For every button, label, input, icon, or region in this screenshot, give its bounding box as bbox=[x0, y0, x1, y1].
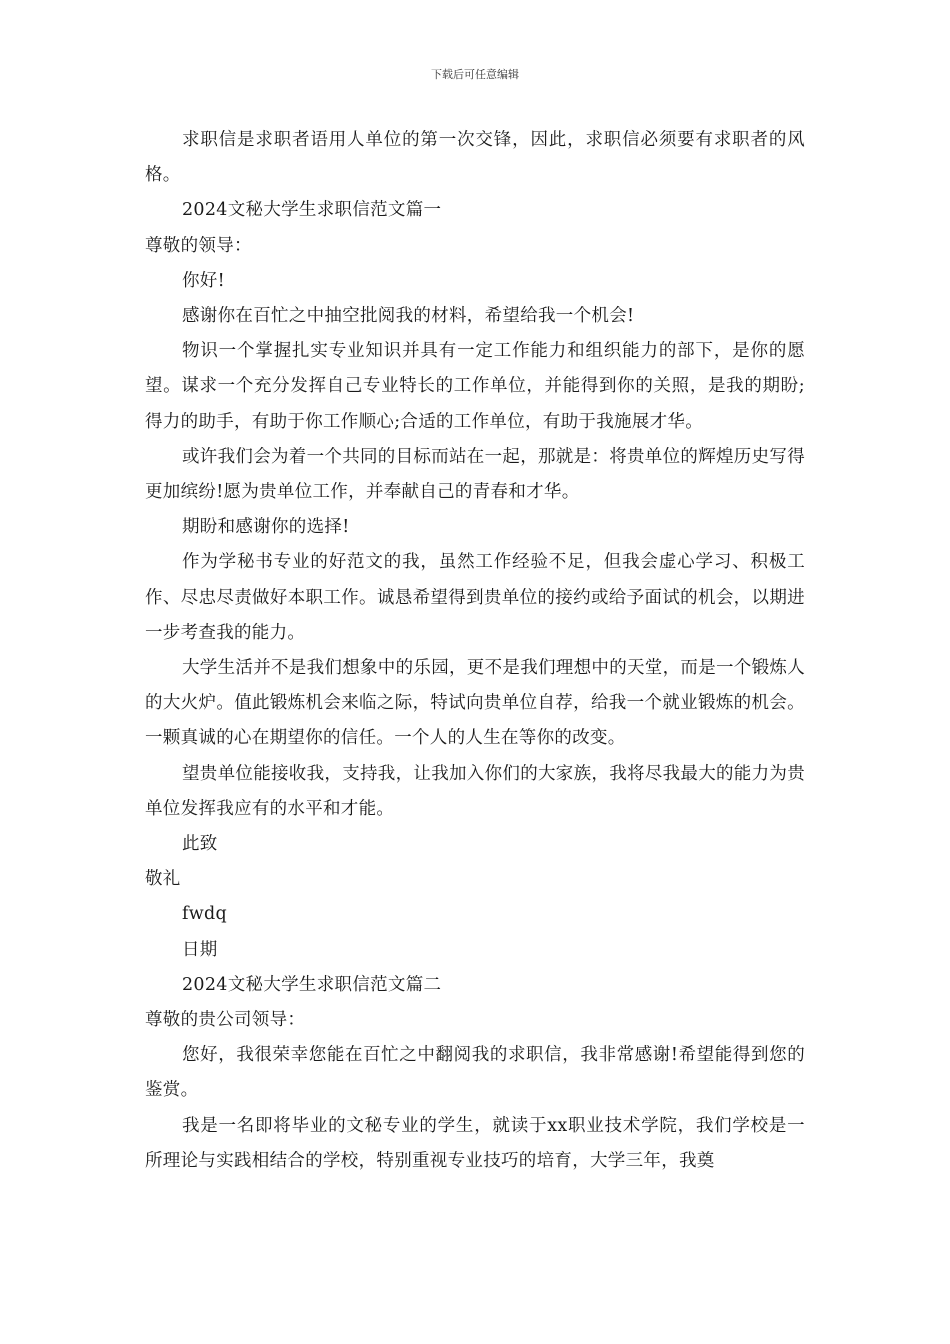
page-header: 下载后可任意编辑 bbox=[431, 68, 519, 81]
paragraph-request: 望贵单位能接收我，支持我，让我加入你们的大家族，我将尽我最大的能力为贵单位发挥我应有的水平和才能。 bbox=[145, 763, 805, 819]
closing-cizhi: 此致 bbox=[182, 834, 218, 855]
salutation-one: 尊敬的领导： bbox=[145, 235, 252, 256]
document-body bbox=[145, 123, 805, 1179]
salutation-two: 尊敬的贵公司领导： bbox=[145, 1010, 306, 1031]
paragraph-experience: 作为学秘书专业的好范文的我，虽然工作经验不足，但我会虚心学习、积极工作、尽忠尽责做好本职工作。诚恳希望得到贵单位的接约或给予面试的机会，以期进一步考查我的能力。 bbox=[145, 552, 805, 643]
paragraph-intro: 求职信是求职者语用人单位的第一次交锋，因此，求职信必须要有求职者的风格。 bbox=[145, 130, 805, 186]
section-title-one: 2024文秘大学生求职信范文篇一 bbox=[182, 200, 442, 221]
paragraph-college-life: 大学生活并不是我们想象中的乐园，更不是我们理想中的天堂，而是一个锻炼人的大火炉。值此锻炼机会来临之际，特试向贵单位自荐，给我一个就业锻炼的机会。一颗真诚的心在期望你的信任。一个人的人生在等你的改变。 bbox=[145, 658, 805, 749]
paragraph-thanks: 感谢你在百忙之中抽空批阅我的材料，希望给我一个机会! bbox=[182, 306, 635, 327]
paragraph-wish: 物识一个掌握扎实专业知识并具有一定工作能力和组织能力的部下，是你的愿望。谋求一个充分发挥自己专业特长的工作单位，并能得到你的关照，是我的期盼;得力的助手，有助于你工作顺心;合适的工作单位，有助于我施展才华。 bbox=[145, 341, 805, 432]
greeting-two: 您好，我很荣幸您能在百忙之中翻阅我的求职信，我非常感谢!希望能得到您的鉴赏。 bbox=[145, 1045, 805, 1101]
signature: fwdq bbox=[182, 904, 228, 925]
paragraph-intro-two: 我是一名即将毕业的文秘专业的学生，就读于xx职业技术学院，我们学校是一所理论与实践相结合的学校，特别重视专业技巧的培育，大学三年，我奠 bbox=[145, 1115, 805, 1171]
date-line: 日期 bbox=[182, 939, 218, 960]
paragraph-hope: 期盼和感谢你的选择! bbox=[182, 517, 350, 538]
closing-jingli: 敬礼 bbox=[145, 869, 181, 890]
paragraph-goal: 或许我们会为着一个共同的目标而站在一起，那就是：将贵单位的辉煌历史写得更加缤纷!愿为贵单位工作，并奉献自己的青春和才华。 bbox=[145, 446, 805, 503]
section-title-two: 2024文秘大学生求职信范文篇二 bbox=[182, 974, 442, 995]
greeting-one: 你好! bbox=[182, 270, 225, 291]
